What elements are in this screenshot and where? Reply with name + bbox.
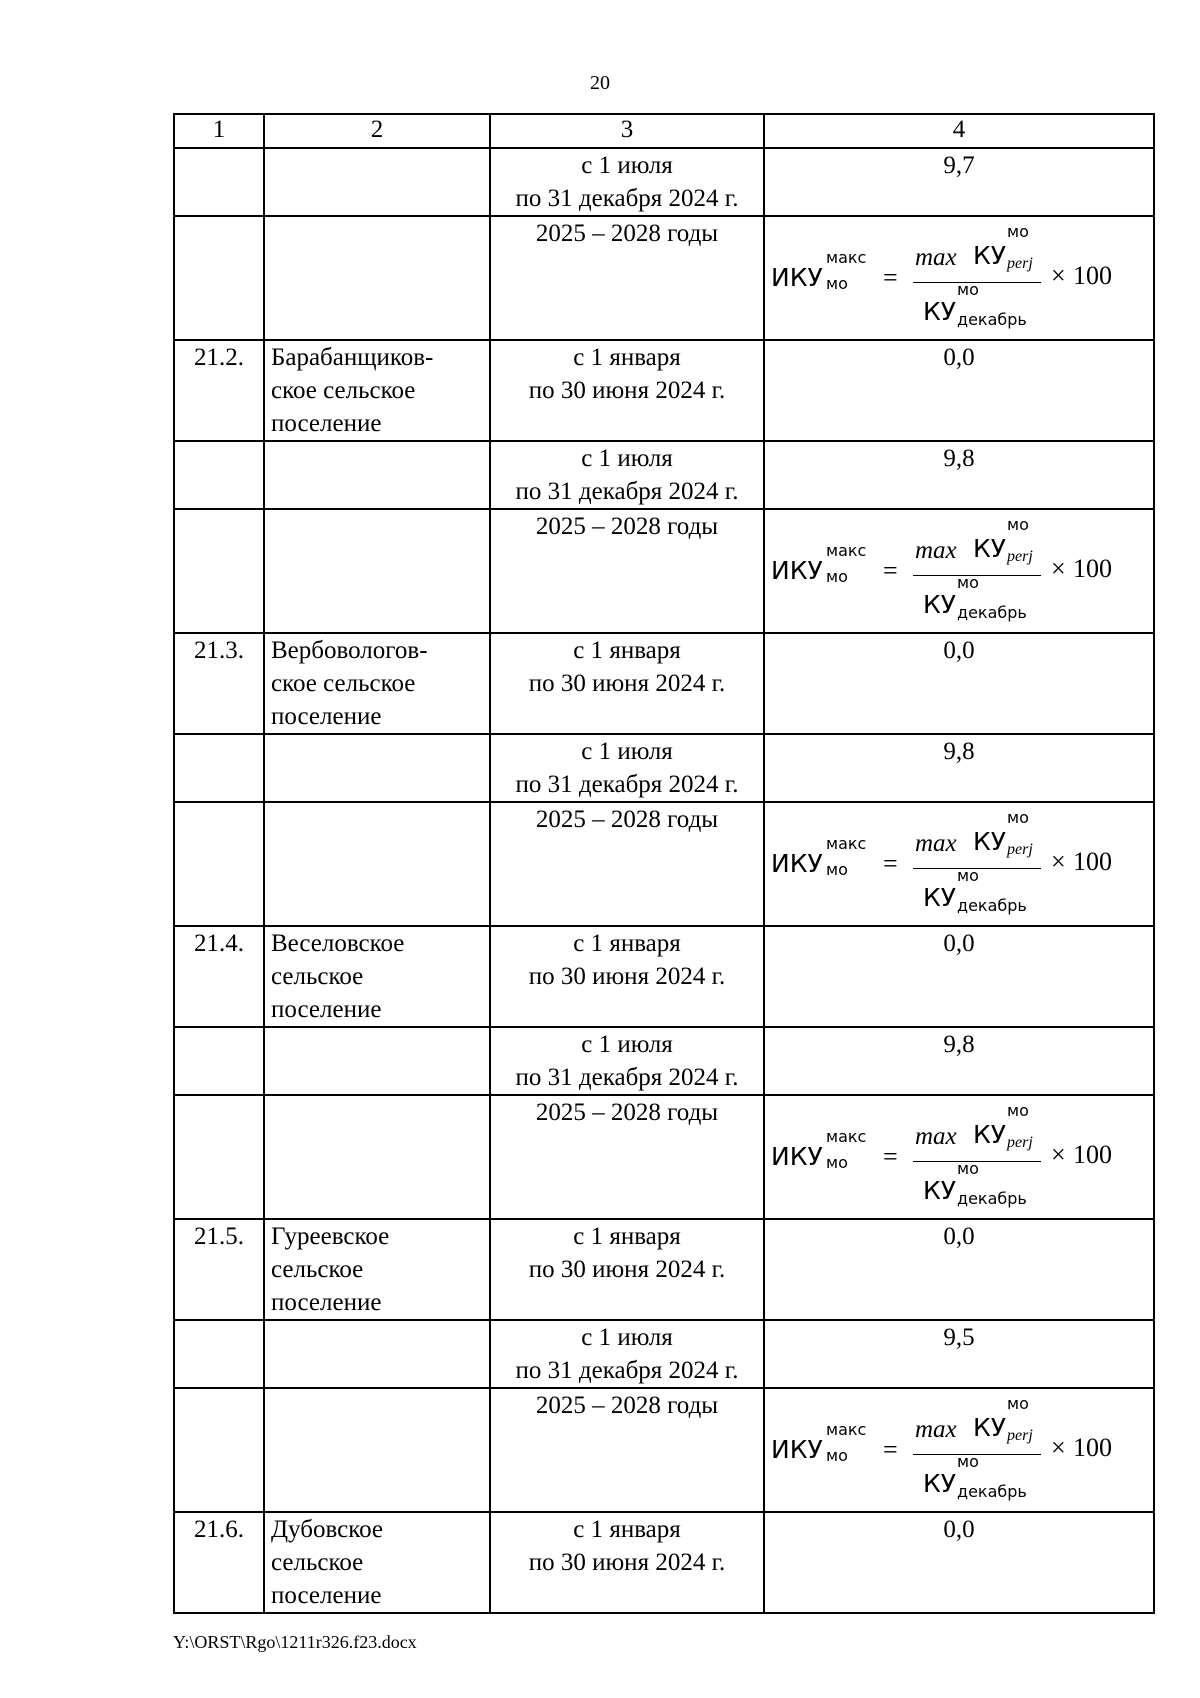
value-cell: 9,8 bbox=[764, 441, 1154, 509]
period-cell: 2025 – 2028 годы bbox=[490, 802, 764, 926]
table-row bbox=[174, 441, 1154, 509]
period-cell: с 1 января по 30 июня 2024 г. bbox=[490, 340, 764, 441]
formula-lhs-sup: макс bbox=[826, 541, 867, 560]
index-formula bbox=[765, 1096, 1153, 1218]
formula-den-sub: декабрь bbox=[957, 1482, 1027, 1501]
formula-fraction bbox=[913, 1100, 1041, 1210]
formula-den-main: КУ bbox=[923, 590, 956, 619]
formula-numerator bbox=[915, 1394, 1041, 1447]
formula-lhs-sup: макс bbox=[826, 1127, 867, 1146]
formula-factor: 100 bbox=[1073, 1433, 1112, 1462]
formula-equals: = bbox=[883, 1142, 898, 1171]
file-path-footer: Y:\ORST\Rgo\1211r326.f23.docx bbox=[173, 1632, 417, 1652]
formula-num-max: max bbox=[915, 537, 957, 564]
settlement-name-cell: Барабанщиков- ское сельское поселение bbox=[264, 340, 490, 441]
formula-lhs-main: ИКУ bbox=[771, 1142, 823, 1171]
settlement-name-cell bbox=[264, 148, 490, 216]
formula-denominator bbox=[923, 573, 1041, 622]
number-cell bbox=[174, 1027, 264, 1095]
index-formula bbox=[765, 803, 1153, 925]
table-row bbox=[174, 148, 1154, 216]
number-cell: 21.6. bbox=[174, 1512, 264, 1613]
formula-num-sub: perj bbox=[1007, 255, 1033, 272]
table-row bbox=[174, 1027, 1154, 1095]
index-formula bbox=[765, 1389, 1153, 1511]
formula-num-sup: мо bbox=[1007, 1394, 1029, 1413]
formula-den-main: КУ bbox=[923, 1176, 956, 1205]
number-cell bbox=[174, 441, 264, 509]
period-cell: с 1 июля по 31 декабря 2024 г. bbox=[490, 1320, 764, 1388]
header-cell-1: 1 bbox=[174, 114, 264, 148]
number-cell bbox=[174, 148, 264, 216]
formula-den-main: КУ bbox=[923, 1469, 956, 1498]
period-cell: с 1 июля по 31 декабря 2024 г. bbox=[490, 441, 764, 509]
table-row bbox=[174, 216, 1154, 340]
formula-num-max: max bbox=[915, 1123, 957, 1150]
period-cell: 2025 – 2028 годы bbox=[490, 1095, 764, 1219]
table-row bbox=[174, 802, 1154, 926]
formula-den-sup: мо bbox=[957, 280, 979, 299]
formula-equals: = bbox=[883, 556, 898, 585]
settlement-name-cell: Гуреевское сельское поселение bbox=[264, 1219, 490, 1320]
formula-lhs-sub: мо bbox=[826, 274, 848, 293]
value-cell: 9,5 bbox=[764, 1320, 1154, 1388]
formula-times: × bbox=[1051, 554, 1066, 583]
formula-num-sub: perj bbox=[1007, 1427, 1033, 1444]
formula-times: × bbox=[1051, 1433, 1066, 1462]
formula-numerator bbox=[915, 808, 1041, 861]
settlement-name-cell bbox=[264, 1095, 490, 1219]
formula-denominator bbox=[923, 866, 1041, 915]
formula-numerator bbox=[915, 222, 1041, 275]
table-header-row bbox=[174, 114, 1154, 148]
table-row bbox=[174, 1512, 1154, 1613]
settlement-name-cell bbox=[264, 216, 490, 340]
value-cell: 0,0 bbox=[764, 340, 1154, 441]
formula-times: × bbox=[1051, 261, 1066, 290]
formula-num-main: КУ bbox=[973, 1120, 1006, 1149]
settlement-name-cell: Дубовское сельское поселение bbox=[264, 1512, 490, 1613]
formula-equals: = bbox=[883, 1435, 898, 1464]
settlement-name-cell bbox=[264, 441, 490, 509]
formula-denominator bbox=[923, 280, 1041, 329]
formula-lhs-sub: мо bbox=[826, 1446, 848, 1465]
formula-numerator bbox=[915, 515, 1041, 568]
formula-lhs-sup: макс bbox=[826, 248, 867, 267]
period-cell: с 1 января по 30 июня 2024 г. bbox=[490, 1512, 764, 1613]
table-row bbox=[174, 1095, 1154, 1219]
formula-fraction bbox=[913, 514, 1041, 624]
formula-numerator bbox=[915, 1101, 1041, 1154]
formula-den-sub: декабрь bbox=[957, 896, 1027, 915]
formula-lhs-main: ИКУ bbox=[771, 263, 823, 292]
formula-num-sup: мо bbox=[1007, 515, 1029, 534]
settlement-name-cell bbox=[264, 802, 490, 926]
formula-equals: = bbox=[883, 263, 898, 292]
tariff-table bbox=[173, 113, 1155, 1614]
formula-cell bbox=[764, 509, 1154, 633]
table-row bbox=[174, 1219, 1154, 1320]
formula-times: × bbox=[1051, 847, 1066, 876]
formula-lhs bbox=[771, 1420, 881, 1477]
period-cell: с 1 января по 30 июня 2024 г. bbox=[490, 926, 764, 1027]
period-cell: 2025 – 2028 годы bbox=[490, 216, 764, 340]
period-cell: с 1 января по 30 июня 2024 г. bbox=[490, 633, 764, 734]
settlement-name-cell: Веселовское сельское поселение bbox=[264, 926, 490, 1027]
formula-lhs bbox=[771, 1127, 881, 1184]
table-row bbox=[174, 1388, 1154, 1512]
formula-num-max: max bbox=[915, 1416, 957, 1443]
index-formula bbox=[765, 510, 1153, 632]
formula-cell bbox=[764, 802, 1154, 926]
formula-num-main: КУ bbox=[973, 827, 1006, 856]
formula-num-sub: perj bbox=[1007, 1134, 1033, 1151]
table-row bbox=[174, 926, 1154, 1027]
settlement-name-cell bbox=[264, 509, 490, 633]
value-cell: 0,0 bbox=[764, 633, 1154, 734]
formula-lhs-sub: мо bbox=[826, 860, 848, 879]
index-formula bbox=[765, 217, 1153, 339]
formula-den-sub: декабрь bbox=[957, 1189, 1027, 1208]
period-cell: 2025 – 2028 годы bbox=[490, 1388, 764, 1512]
settlement-name-cell bbox=[264, 734, 490, 802]
formula-num-main: КУ bbox=[973, 1413, 1006, 1442]
formula-den-main: КУ bbox=[923, 297, 956, 326]
formula-num-sup: мо bbox=[1007, 222, 1029, 241]
header-cell-3: 3 bbox=[490, 114, 764, 148]
formula-den-sup: мо bbox=[957, 866, 979, 885]
table-row bbox=[174, 340, 1154, 441]
table-row bbox=[174, 633, 1154, 734]
number-cell: 21.4. bbox=[174, 926, 264, 1027]
number-cell bbox=[174, 1320, 264, 1388]
formula-factor: 100 bbox=[1073, 261, 1112, 290]
formula-num-sup: мо bbox=[1007, 808, 1029, 827]
formula-den-sup: мо bbox=[957, 1159, 979, 1178]
formula-cell bbox=[764, 1388, 1154, 1512]
formula-factor: 100 bbox=[1073, 554, 1112, 583]
number-cell: 21.3. bbox=[174, 633, 264, 734]
period-cell: с 1 июля по 31 декабря 2024 г. bbox=[490, 734, 764, 802]
number-cell bbox=[174, 802, 264, 926]
value-cell: 9,8 bbox=[764, 734, 1154, 802]
formula-num-max: max bbox=[915, 244, 957, 271]
number-cell bbox=[174, 509, 264, 633]
value-cell: 0,0 bbox=[764, 926, 1154, 1027]
settlement-name-cell: Вербовологов- ское сельское поселение bbox=[264, 633, 490, 734]
value-cell: 9,8 bbox=[764, 1027, 1154, 1095]
number-cell bbox=[174, 1095, 264, 1219]
formula-lhs-main: ИКУ bbox=[771, 556, 823, 585]
formula-lhs-main: ИКУ bbox=[771, 1435, 823, 1464]
period-cell: с 1 июля по 31 декабря 2024 г. bbox=[490, 148, 764, 216]
formula-den-sup: мо bbox=[957, 1452, 979, 1471]
number-cell: 21.2. bbox=[174, 340, 264, 441]
number-cell bbox=[174, 734, 264, 802]
formula-denominator bbox=[923, 1452, 1041, 1501]
formula-lhs-sub: мо bbox=[826, 567, 848, 586]
formula-den-main: КУ bbox=[923, 883, 956, 912]
formula-num-sub: perj bbox=[1007, 841, 1033, 858]
header-cell-2: 2 bbox=[264, 114, 490, 148]
formula-cell bbox=[764, 1095, 1154, 1219]
number-cell: 21.5. bbox=[174, 1219, 264, 1320]
formula-den-sub: декабрь bbox=[957, 310, 1027, 329]
table-row bbox=[174, 1320, 1154, 1388]
formula-lhs bbox=[771, 541, 881, 598]
formula-den-sup: мо bbox=[957, 573, 979, 592]
number-cell bbox=[174, 216, 264, 340]
formula-lhs-sub: мо bbox=[826, 1153, 848, 1172]
value-cell: 0,0 bbox=[764, 1219, 1154, 1320]
page-number: 20 bbox=[590, 72, 610, 94]
period-cell: с 1 января по 30 июня 2024 г. bbox=[490, 1219, 764, 1320]
settlement-name-cell bbox=[264, 1320, 490, 1388]
formula-num-sup: мо bbox=[1007, 1101, 1029, 1120]
formula-equals: = bbox=[883, 849, 898, 878]
formula-lhs bbox=[771, 834, 881, 891]
value-cell: 9,7 bbox=[764, 148, 1154, 216]
formula-factor: 100 bbox=[1073, 1140, 1112, 1169]
value-cell: 0,0 bbox=[764, 1512, 1154, 1613]
header-cell-4: 4 bbox=[764, 114, 1154, 148]
formula-den-sub: декабрь bbox=[957, 603, 1027, 622]
formula-num-max: max bbox=[915, 830, 957, 857]
table-row bbox=[174, 509, 1154, 633]
formula-fraction bbox=[913, 221, 1041, 331]
formula-factor: 100 bbox=[1073, 847, 1112, 876]
table-row bbox=[174, 734, 1154, 802]
settlement-name-cell bbox=[264, 1027, 490, 1095]
formula-num-main: КУ bbox=[973, 241, 1006, 270]
formula-times: × bbox=[1051, 1140, 1066, 1169]
formula-lhs-main: ИКУ bbox=[771, 849, 823, 878]
formula-lhs bbox=[771, 248, 881, 305]
formula-lhs-sup: макс bbox=[826, 834, 867, 853]
formula-num-main: КУ bbox=[973, 534, 1006, 563]
settlement-name-cell bbox=[264, 1388, 490, 1512]
formula-fraction bbox=[913, 1393, 1041, 1503]
period-cell: 2025 – 2028 годы bbox=[490, 509, 764, 633]
period-cell: с 1 июля по 31 декабря 2024 г. bbox=[490, 1027, 764, 1095]
formula-lhs-sup: макс bbox=[826, 1420, 867, 1439]
formula-fraction bbox=[913, 807, 1041, 917]
number-cell bbox=[174, 1388, 264, 1512]
formula-num-sub: perj bbox=[1007, 548, 1033, 565]
formula-cell bbox=[764, 216, 1154, 340]
formula-denominator bbox=[923, 1159, 1041, 1208]
